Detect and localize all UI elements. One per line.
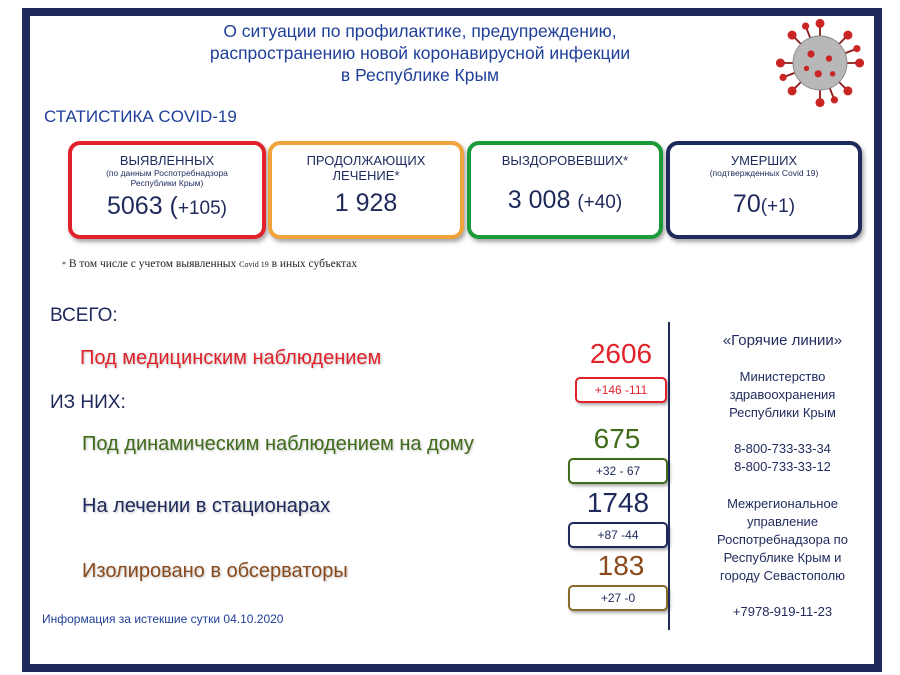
observatory-value: 183 bbox=[597, 550, 645, 581]
rpn-line-5: городу Севастополю bbox=[719, 568, 846, 583]
detected-card bbox=[68, 141, 266, 239]
home-observation-delta: +32 - 67 bbox=[568, 458, 668, 484]
hospital-delta: +87 -44 bbox=[568, 522, 668, 548]
ministry-phones bbox=[690, 440, 875, 476]
treatment-card bbox=[268, 141, 464, 239]
rospotrebnadzor-phone[interactable]: +7978-919-11-23 bbox=[732, 604, 833, 619]
died-value: 70 bbox=[732, 190, 761, 218]
page-title bbox=[150, 20, 690, 86]
medical-observation-value: 2606 bbox=[589, 338, 653, 369]
observatory-label: Изолировано в обсерваторы bbox=[82, 560, 348, 582]
treatment-label-line-1: ПРОДОЛЖАЮЩИХ bbox=[306, 153, 426, 168]
medical-observation-label: Под медицинским наблюдением bbox=[80, 347, 382, 369]
column-divider bbox=[668, 322, 670, 630]
treatment-value: 1 928 bbox=[334, 189, 398, 217]
recovered-label: ВЫЗДОРОВЕВШИХ* bbox=[501, 153, 629, 168]
recovered-delta: (+40) bbox=[577, 192, 623, 213]
rospotrebnadzor-name bbox=[690, 495, 875, 585]
detected-value: 5063 ( bbox=[106, 192, 178, 220]
ministry-phone-2[interactable]: 8-800-733-33-12 bbox=[734, 459, 831, 474]
recovered-value: 3 008 bbox=[507, 186, 578, 214]
treatment-label-line-2: ЛЕЧЕНИЕ* bbox=[332, 168, 400, 183]
of-them-label: ИЗ НИХ: bbox=[50, 392, 126, 413]
died-delta: (+1) bbox=[760, 196, 796, 217]
statistics-title: СТАТИСТИКА COVID-19 bbox=[44, 107, 237, 126]
detected-delta: +105) bbox=[177, 198, 227, 219]
home-observation-value: 675 bbox=[593, 423, 641, 454]
footnote-star: * bbox=[62, 260, 66, 269]
hospital-label: На лечении в стационарах bbox=[82, 495, 331, 517]
ministry-name bbox=[690, 368, 875, 422]
title-line-3: в Республике Крым bbox=[340, 65, 500, 85]
detected-label: ВЫЯВЛЕННЫХ bbox=[119, 153, 215, 168]
home-observation-label: Под динамическим наблюдением на дому bbox=[82, 433, 474, 455]
hotlines-title: «Горячие линии» bbox=[722, 332, 843, 349]
died-card bbox=[666, 141, 862, 239]
total-label: ВСЕГО: bbox=[50, 305, 118, 326]
rpn-line-3: Роспотребнадзора по bbox=[717, 532, 848, 547]
footnote-text-b: Covid 19 bbox=[239, 260, 269, 269]
info-date: Информация за истекшие сутки 04.10.2020 bbox=[42, 612, 284, 626]
detected-source-line-1: (по данным Роспотребнадзора bbox=[106, 168, 228, 178]
rpn-line-1: Межрегиональное bbox=[727, 496, 838, 511]
rpn-line-4: Республике Крым и bbox=[723, 550, 842, 565]
ministry-line-2: здравоохранения bbox=[729, 387, 836, 402]
footnote-text-c: в иных субъектах bbox=[268, 258, 358, 270]
footnote-text-a: В том числе с учетом выявленных bbox=[68, 258, 240, 270]
died-note: (подтвержденных Covid 19) bbox=[709, 168, 819, 178]
ministry-line-1: Министерство bbox=[739, 369, 826, 384]
rpn-line-2: управление bbox=[746, 514, 819, 529]
observatory-delta: +27 -0 bbox=[568, 585, 668, 611]
medical-observation-delta: +146 -111 bbox=[575, 377, 667, 403]
title-line-2: распространению новой коронавирусной инфекции bbox=[209, 43, 631, 63]
footnote bbox=[62, 258, 357, 270]
title-line-1: О ситуации по профилактике, предупреждению, bbox=[223, 21, 617, 41]
recovered-card bbox=[467, 141, 663, 239]
detected-source-line-2: Республики Крым) bbox=[130, 178, 204, 188]
ministry-line-3: Республики Крым bbox=[729, 405, 836, 420]
died-label: УМЕРШИХ bbox=[730, 153, 798, 168]
ministry-phone-1[interactable]: 8-800-733-33-34 bbox=[734, 441, 831, 456]
coronavirus-icon bbox=[775, 18, 865, 108]
hospital-value: 1748 bbox=[586, 487, 650, 518]
